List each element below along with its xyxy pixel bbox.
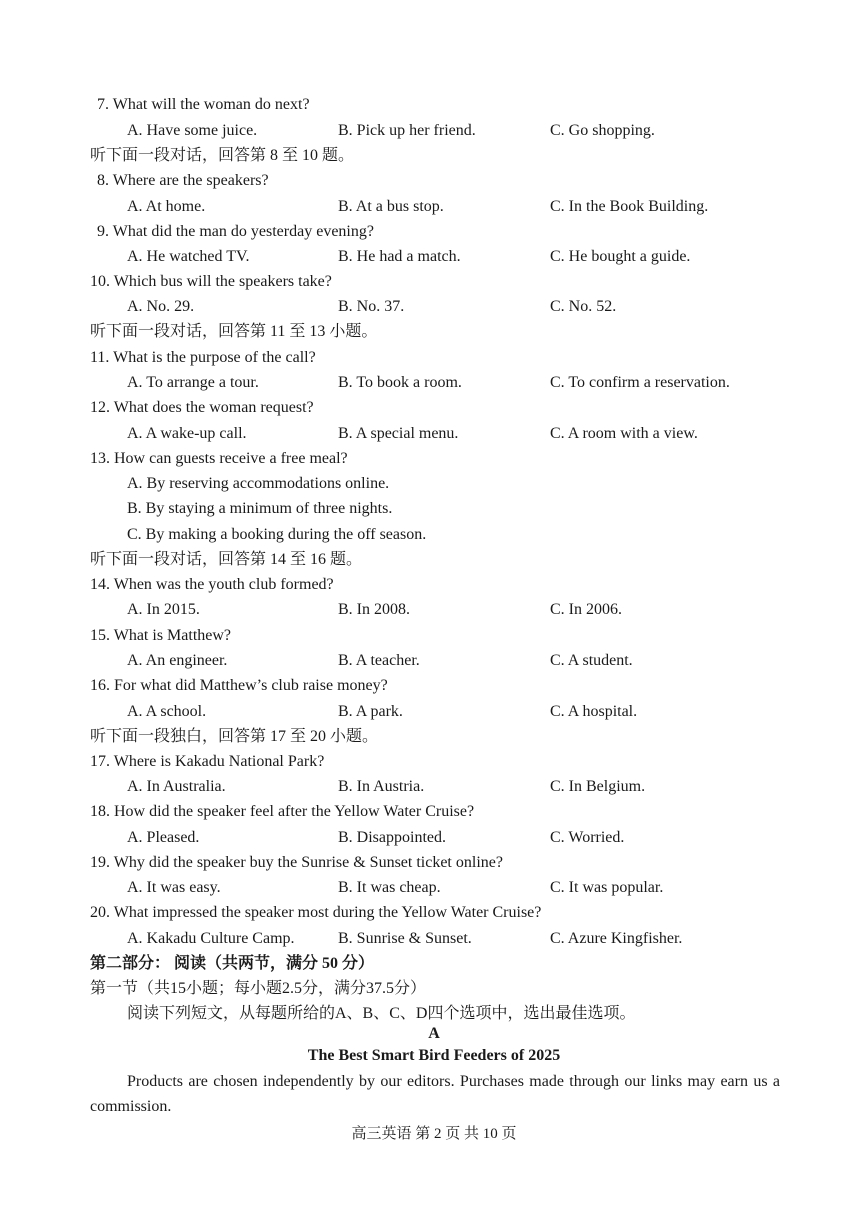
q19-option-b: B. It was cheap. xyxy=(338,879,441,896)
question-19: 19. Why did the speaker buy the Sunrise & Sunset ticket online? xyxy=(90,854,503,871)
q19-option-c: C. It was popular. xyxy=(550,879,664,896)
section1-heading: 第一节（共15小题；每小题2.5分，满分37.5分） xyxy=(90,980,427,997)
question-15: 15. What is Matthew? xyxy=(90,627,232,644)
passage-letter: A xyxy=(428,1025,440,1042)
instruction-14-16: 听下面一段对话，回答第 14 至 16 题。 xyxy=(90,551,363,568)
q15-option-b: B. A teacher. xyxy=(338,652,420,669)
question-18: 18. How did the speaker feel after the Yellow Water Cruise? xyxy=(90,803,475,820)
q18-option-b: B. Disappointed. xyxy=(338,829,446,846)
q16-option-b: B. A park. xyxy=(338,703,403,720)
question-14: 14. When was the youth club formed? xyxy=(90,576,334,593)
question-9: 9. What did the man do yesterday evening? xyxy=(97,223,374,240)
q17-option-c: C. In Belgium. xyxy=(550,778,646,795)
question-8: 8. Where are the speakers? xyxy=(97,172,269,189)
q13-option-a: A. By reserving accommodations online. xyxy=(127,475,390,492)
q14-option-b: B. In 2008. xyxy=(338,601,410,618)
q10-option-b: B. No. 37. xyxy=(338,298,405,315)
reading-directions: 阅读下列短文，从每题所给的A、B、C、D四个选项中，选出最佳选项。 xyxy=(127,1005,636,1022)
page-footer: 高三英语 第 2 页 共 10 页 xyxy=(351,1126,517,1142)
q16-option-a: A. A school. xyxy=(127,703,207,720)
q8-option-a: A. At home. xyxy=(127,198,206,215)
passage-title: The Best Smart Bird Feeders of 2025 xyxy=(307,1047,561,1064)
q9-option-b: B. He had a match. xyxy=(338,248,461,265)
q7-option-b: B. Pick up her friend. xyxy=(338,122,476,139)
q17-option-b: B. In Austria. xyxy=(338,778,425,795)
q17-option-a: A. In Australia. xyxy=(127,778,226,795)
passage-intro: Products are chosen independently by our editors. Purchases made through our links may earn us a commission. xyxy=(90,1073,780,1115)
q13-option-b: B. By staying a minimum of three nights. xyxy=(127,500,393,517)
instruction-8-10: 听下面一段对话，回答第 8 至 10 题。 xyxy=(90,147,355,164)
question-17: 17. Where is Kakadu National Park? xyxy=(90,753,325,770)
q14-option-c: C. In 2006. xyxy=(550,601,622,618)
q11-option-c: C. To confirm a reservation. xyxy=(550,374,730,391)
question-12: 12. What does the woman request? xyxy=(90,399,314,416)
q18-option-c: C. Worried. xyxy=(550,829,625,846)
q12-option-c: C. A room with a view. xyxy=(550,425,698,442)
q20-option-b: B. Sunrise & Sunset. xyxy=(338,930,472,947)
part2-heading: 第二部分： 阅读（共两节，满分 50 分） xyxy=(90,955,375,972)
q13-option-c: C. By making a booking during the off season. xyxy=(127,526,427,543)
question-7: 7. What will the woman do next? xyxy=(97,96,310,113)
question-16: 16. For what did Matthew’s club raise money? xyxy=(90,677,388,694)
question-11: 11. What is the purpose of the call? xyxy=(90,349,316,366)
q11-option-a: A. To arrange a tour. xyxy=(127,374,259,391)
q10-option-a: A. No. 29. xyxy=(127,298,195,315)
question-20: 20. What impressed the speaker most during the Yellow Water Cruise? xyxy=(90,904,542,921)
q16-option-c: C. A hospital. xyxy=(550,703,638,720)
q7-option-c: C. Go shopping. xyxy=(550,122,655,139)
instruction-11-13: 听下面一段对话，回答第 11 至 13 小题。 xyxy=(90,323,378,340)
q8-option-c: C. In the Book Building. xyxy=(550,198,709,215)
question-10: 10. Which bus will the speakers take? xyxy=(90,273,332,290)
question-13: 13. How can guests receive a free meal? xyxy=(90,450,348,467)
q9-option-a: A. He watched TV. xyxy=(127,248,250,265)
q12-option-a: A. A wake-up call. xyxy=(127,425,247,442)
q19-option-a: A. It was easy. xyxy=(127,879,221,896)
q14-option-a: A. In 2015. xyxy=(127,601,200,618)
q7-option-a: A. Have some juice. xyxy=(127,122,258,139)
instruction-17-20: 听下面一段独白，回答第 17 至 20 小题。 xyxy=(90,728,379,745)
q15-option-a: A. An engineer. xyxy=(127,652,228,669)
q9-option-c: C. He bought a guide. xyxy=(550,248,691,265)
q18-option-a: A. Pleased. xyxy=(127,829,200,846)
q11-option-b: B. To book a room. xyxy=(338,374,462,391)
q12-option-b: B. A special menu. xyxy=(338,425,459,442)
q20-option-c: C. Azure Kingfisher. xyxy=(550,930,683,947)
q8-option-b: B. At a bus stop. xyxy=(338,198,444,215)
q15-option-c: C. A student. xyxy=(550,652,633,669)
q10-option-c: C. No. 52. xyxy=(550,298,617,315)
q20-option-a: A. Kakadu Culture Camp. xyxy=(127,930,295,947)
